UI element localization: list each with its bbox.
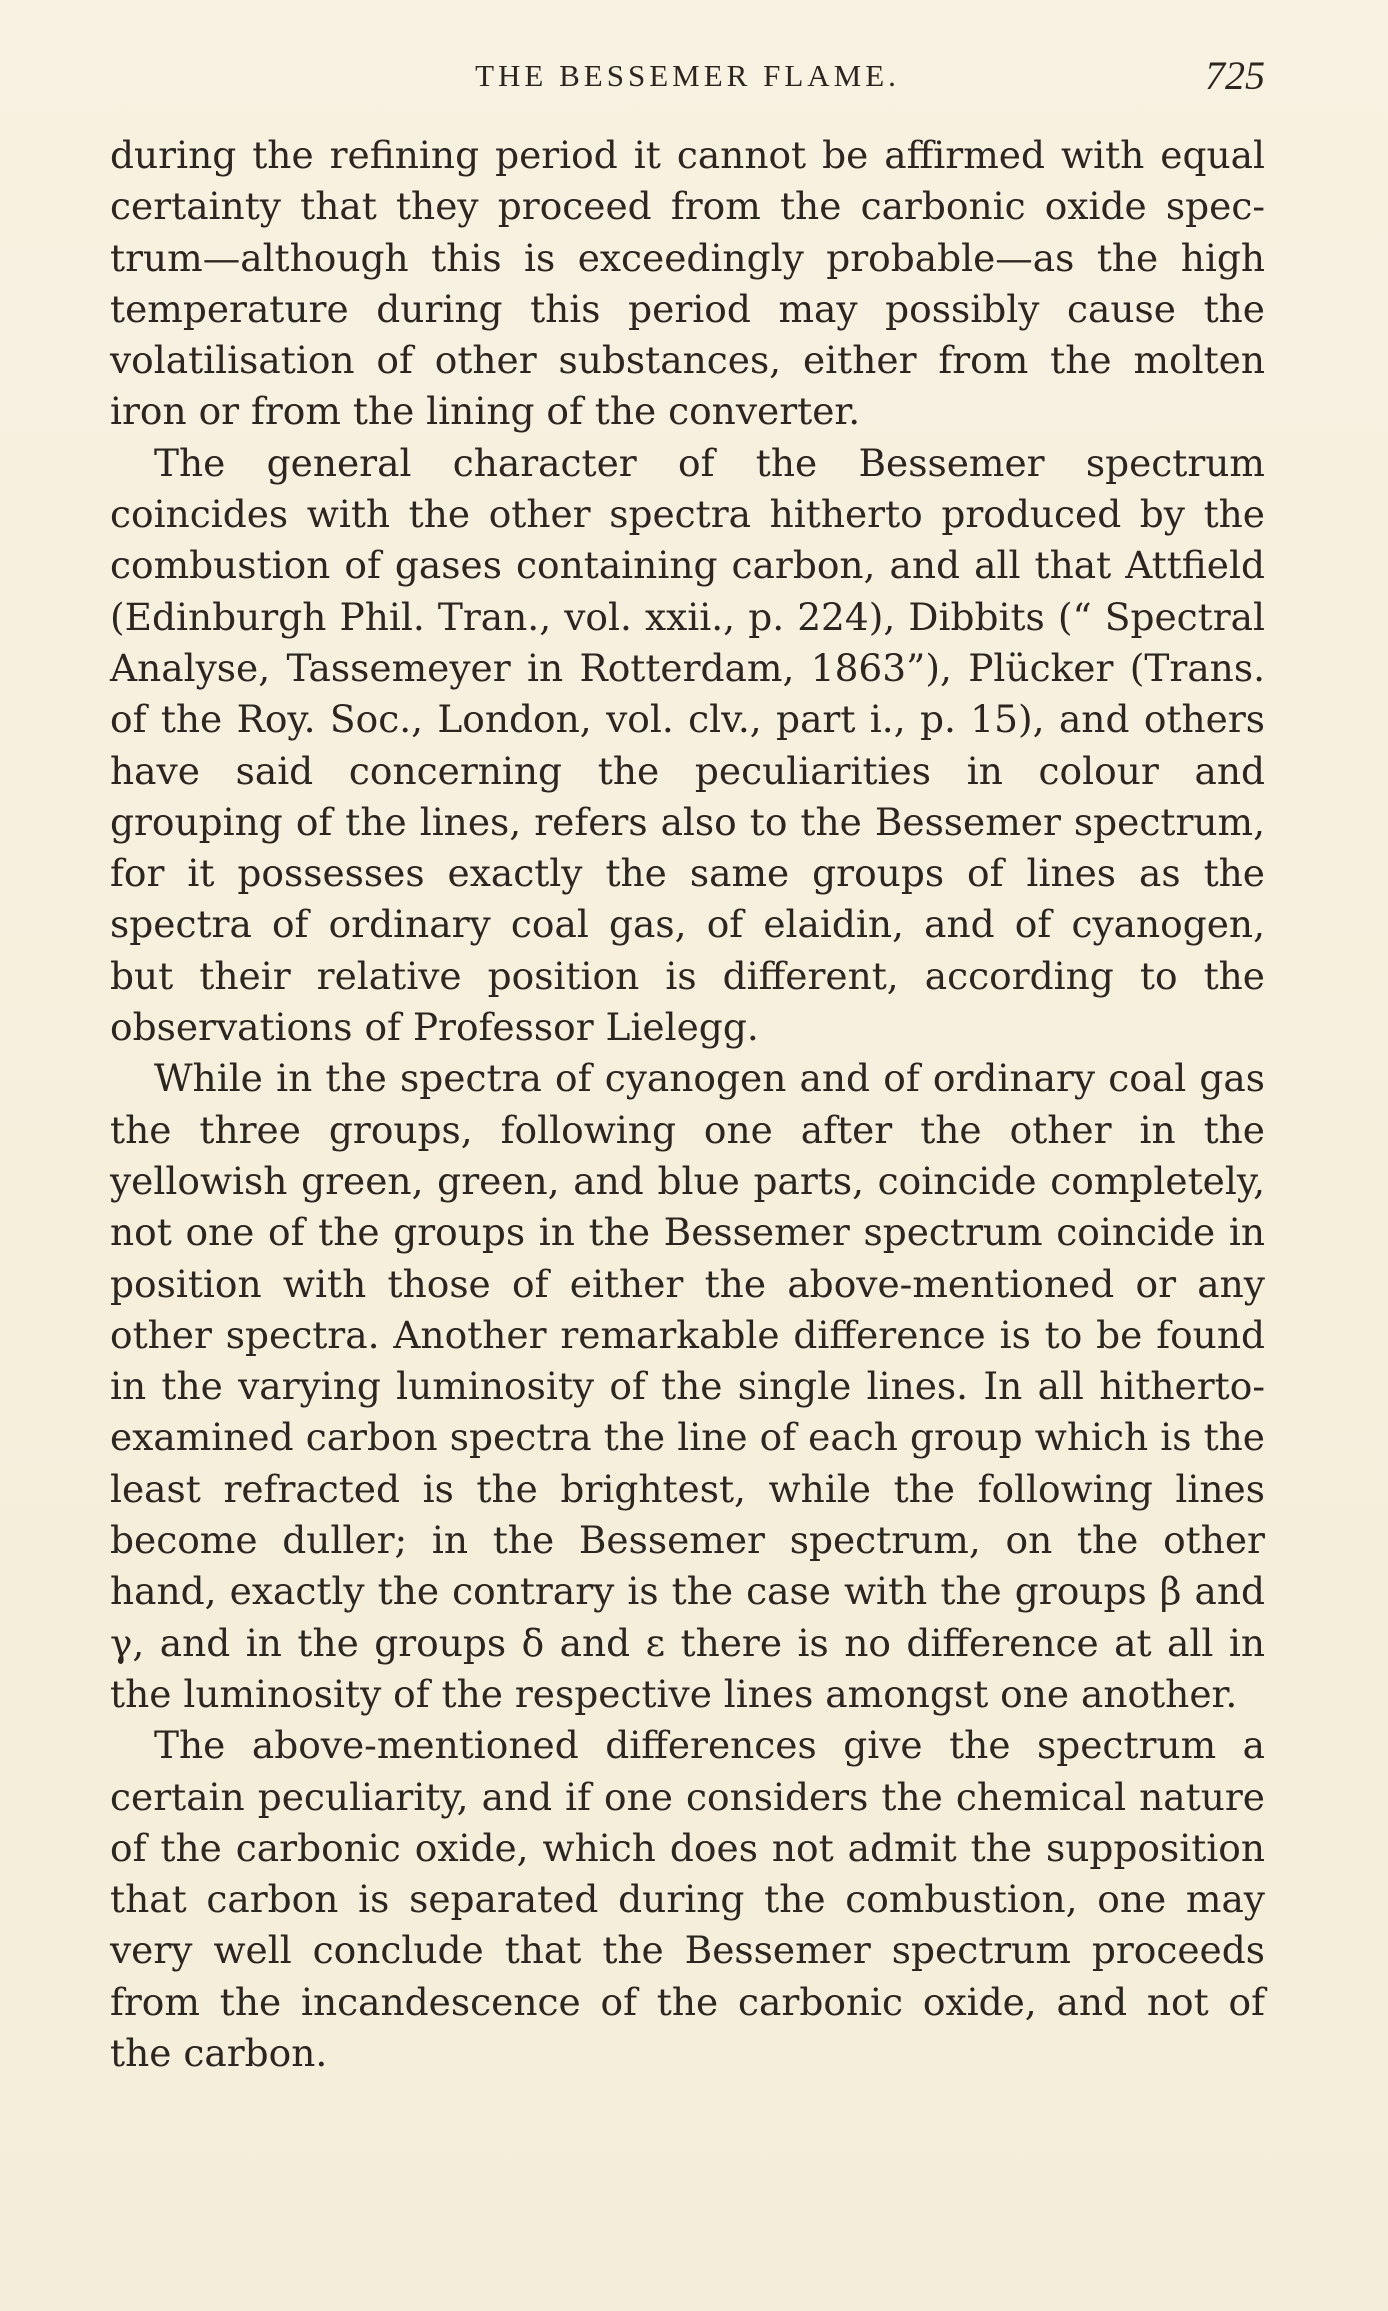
paragraph-general-character: The general character of the Bessemer spectrum coincides with the other spectra hitherto produced by the combustion of gases containing carbon, and all that Attfield (Edinburgh Phil. Tran., vol. xxii., p. 224), Dibbits (“ Spectral Analyse, Tassemeyer in Rotterdam, 1863”), Plücker (Trans. of the Roy. Soc., London, vol. clv., part i., p. 15), and others have said concerning the peculiarities in colour and grouping of the lines, refers also to the Bessemer spectrum, for it possesses exactly the same groups of lines as the spectra of ordinary coal gas, of elaidin, and of cyanogen, but their relative position is different, according to the observations of Professor Lielegg. (110, 440, 1265, 1050)
paragraph-continuation: during the refining period it cannot be affirmed with equal certainty that they proceed from the carbonic oxide spec-trum—although this is exceedingly probable—as the high temperature during this period may possibly cause the volatilisation of other substances, either from the molten iron or from the lining of the converter. (110, 133, 1265, 434)
page-number: 725 (1205, 53, 1265, 98)
body-text (110, 130, 1265, 2079)
running-head (110, 52, 1265, 112)
running-title: THE BESSEMER FLAME. (475, 58, 900, 93)
paragraph-conclusion: The above-mentioned differences give the spectrum a certain peculiarity, and if one considers the chemical nature of the carbonic oxide, which does not admit the supposition that carbon is separated during the combustion, one may very well conclude that the Bessemer spectrum proceeds from the incandescence of the carbonic oxide, and not of the carbon. (110, 1723, 1265, 2075)
paragraph-spectra-comparison: While in the spectra of cyanogen and of ordinary coal gas the three groups, following one after the other in the yellowish green, green, and blue parts, coincide completely, not one of the groups in the Bessemer spectrum coincide in position with those of either the above-mentioned or any other spectra. Another remarkable difference is to be found in the varying luminosity of the single lines. In all hitherto-examined carbon spectra the line of each group which is the least refracted is the brightest, while the following lines become duller; in the Bessemer spectrum, on the other hand, exactly the contrary is the case with the groups β and γ, and in the groups δ and ε there is no difference at all in the luminosity of the respective lines amongst one another. (110, 1056, 1265, 1716)
